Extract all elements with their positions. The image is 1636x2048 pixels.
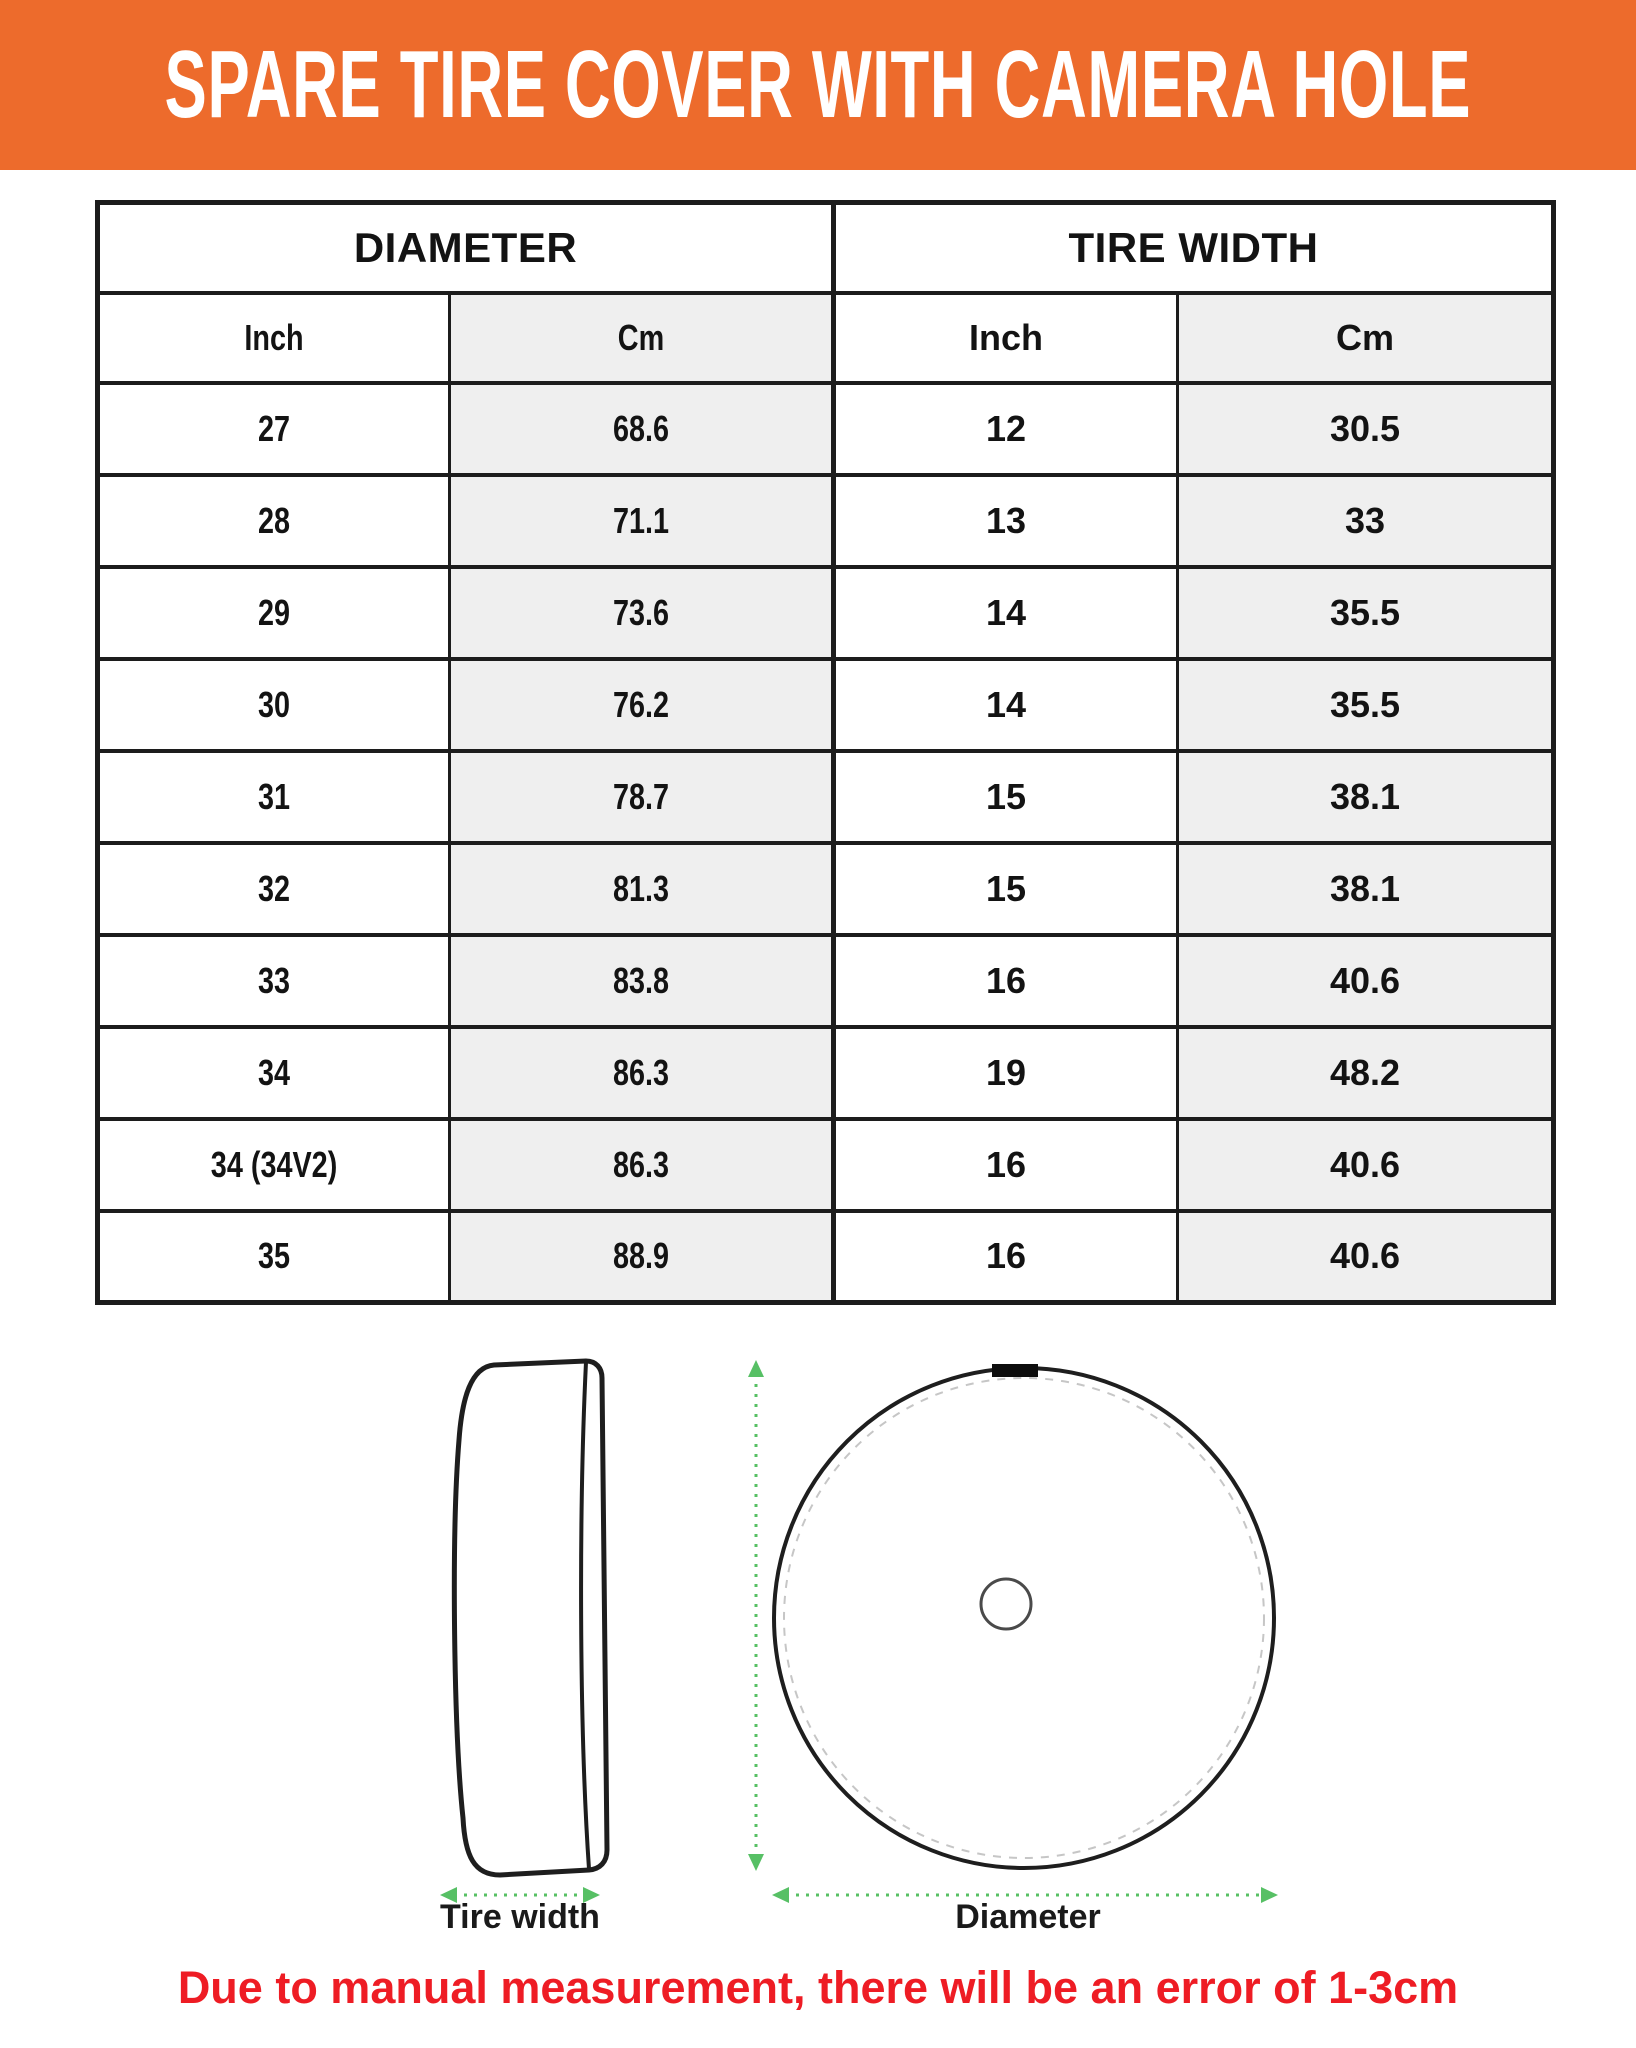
page-title: SPARE TIRE COVER WITH CAMERA HOLE [164, 31, 1472, 138]
tire-front-view-icon [768, 1362, 1280, 1874]
table-cell: 78.7 [450, 751, 834, 843]
table-cell: 29 [98, 567, 450, 659]
col-header-width-cm: Cm [1178, 293, 1554, 383]
table-cell: 40.6 [1178, 1211, 1554, 1303]
table-cell: 86.3 [450, 1119, 834, 1211]
table-cell: 28 [98, 475, 450, 567]
table-cell: 38.1 [1178, 751, 1554, 843]
table-cell: 19 [834, 1027, 1178, 1119]
table-row [98, 567, 1554, 659]
table-cell: 30 [98, 659, 450, 751]
table-cell: 48.2 [1178, 1027, 1554, 1119]
table-row [98, 1119, 1554, 1211]
table-cell: 88.9 [450, 1211, 834, 1303]
table-row [98, 1211, 1554, 1303]
table-cell: 35.5 [1178, 567, 1554, 659]
col-header-width-inch: Inch [834, 293, 1178, 383]
table-cell: 27 [98, 383, 450, 475]
table-cell: 16 [834, 1211, 1178, 1303]
table-row [98, 383, 1554, 475]
measurement-error-note: Due to manual measurement, there will be an error of 1-3cm [177, 1962, 1459, 2013]
group-header-tire-width: TIRE WIDTH [834, 203, 1554, 293]
table-cell: 83.8 [450, 935, 834, 1027]
table-cell: 35.5 [1178, 659, 1554, 751]
table-cell: 73.6 [450, 567, 834, 659]
table-cell: 38.1 [1178, 843, 1554, 935]
table-cell: 15 [834, 843, 1178, 935]
table-cell: 16 [834, 935, 1178, 1027]
table-cell: 15 [834, 751, 1178, 843]
table-row [98, 1027, 1554, 1119]
table-cell: 12 [834, 383, 1178, 475]
col-header-diameter-cm: Cm [450, 293, 834, 383]
table-row [98, 475, 1554, 567]
table-cell: 30.5 [1178, 383, 1554, 475]
diameter-label: Diameter [955, 1898, 1101, 1936]
table-cell: 35 [98, 1211, 450, 1303]
table-cell: 81.3 [450, 843, 834, 935]
col-header-diameter-inch: Inch [98, 293, 450, 383]
table-cell: 14 [834, 567, 1178, 659]
table-cell: 71.1 [450, 475, 834, 567]
tire-side-view-icon [438, 1356, 630, 1881]
table-cell: 31 [98, 751, 450, 843]
table-cell: 34 [98, 1027, 450, 1119]
table-cell: 33 [98, 935, 450, 1027]
table-cell: 86.3 [450, 1027, 834, 1119]
table-cell: 16 [834, 1119, 1178, 1211]
table-cell: 33 [1178, 475, 1554, 567]
table-cell: 32 [98, 843, 450, 935]
measurement-diagram [0, 1300, 1636, 2048]
table-row [98, 659, 1554, 751]
table-cell: 68.6 [450, 383, 834, 475]
table-cell: 14 [834, 659, 1178, 751]
camera-hole [981, 1579, 1031, 1629]
table-row [98, 843, 1554, 935]
table-cell: 40.6 [1178, 935, 1554, 1027]
size-chart-table [95, 200, 1556, 1305]
strap-tab [992, 1364, 1038, 1377]
table-row [98, 935, 1554, 1027]
table-cell: 34 (34V2) [98, 1119, 450, 1211]
group-header-diameter: DIAMETER [98, 203, 834, 293]
tire-width-label: Tire width [440, 1898, 600, 1936]
table-cell: 13 [834, 475, 1178, 567]
table-row [98, 751, 1554, 843]
table-cell: 76.2 [450, 659, 834, 751]
table-cell: 40.6 [1178, 1119, 1554, 1211]
header-banner [0, 0, 1636, 170]
